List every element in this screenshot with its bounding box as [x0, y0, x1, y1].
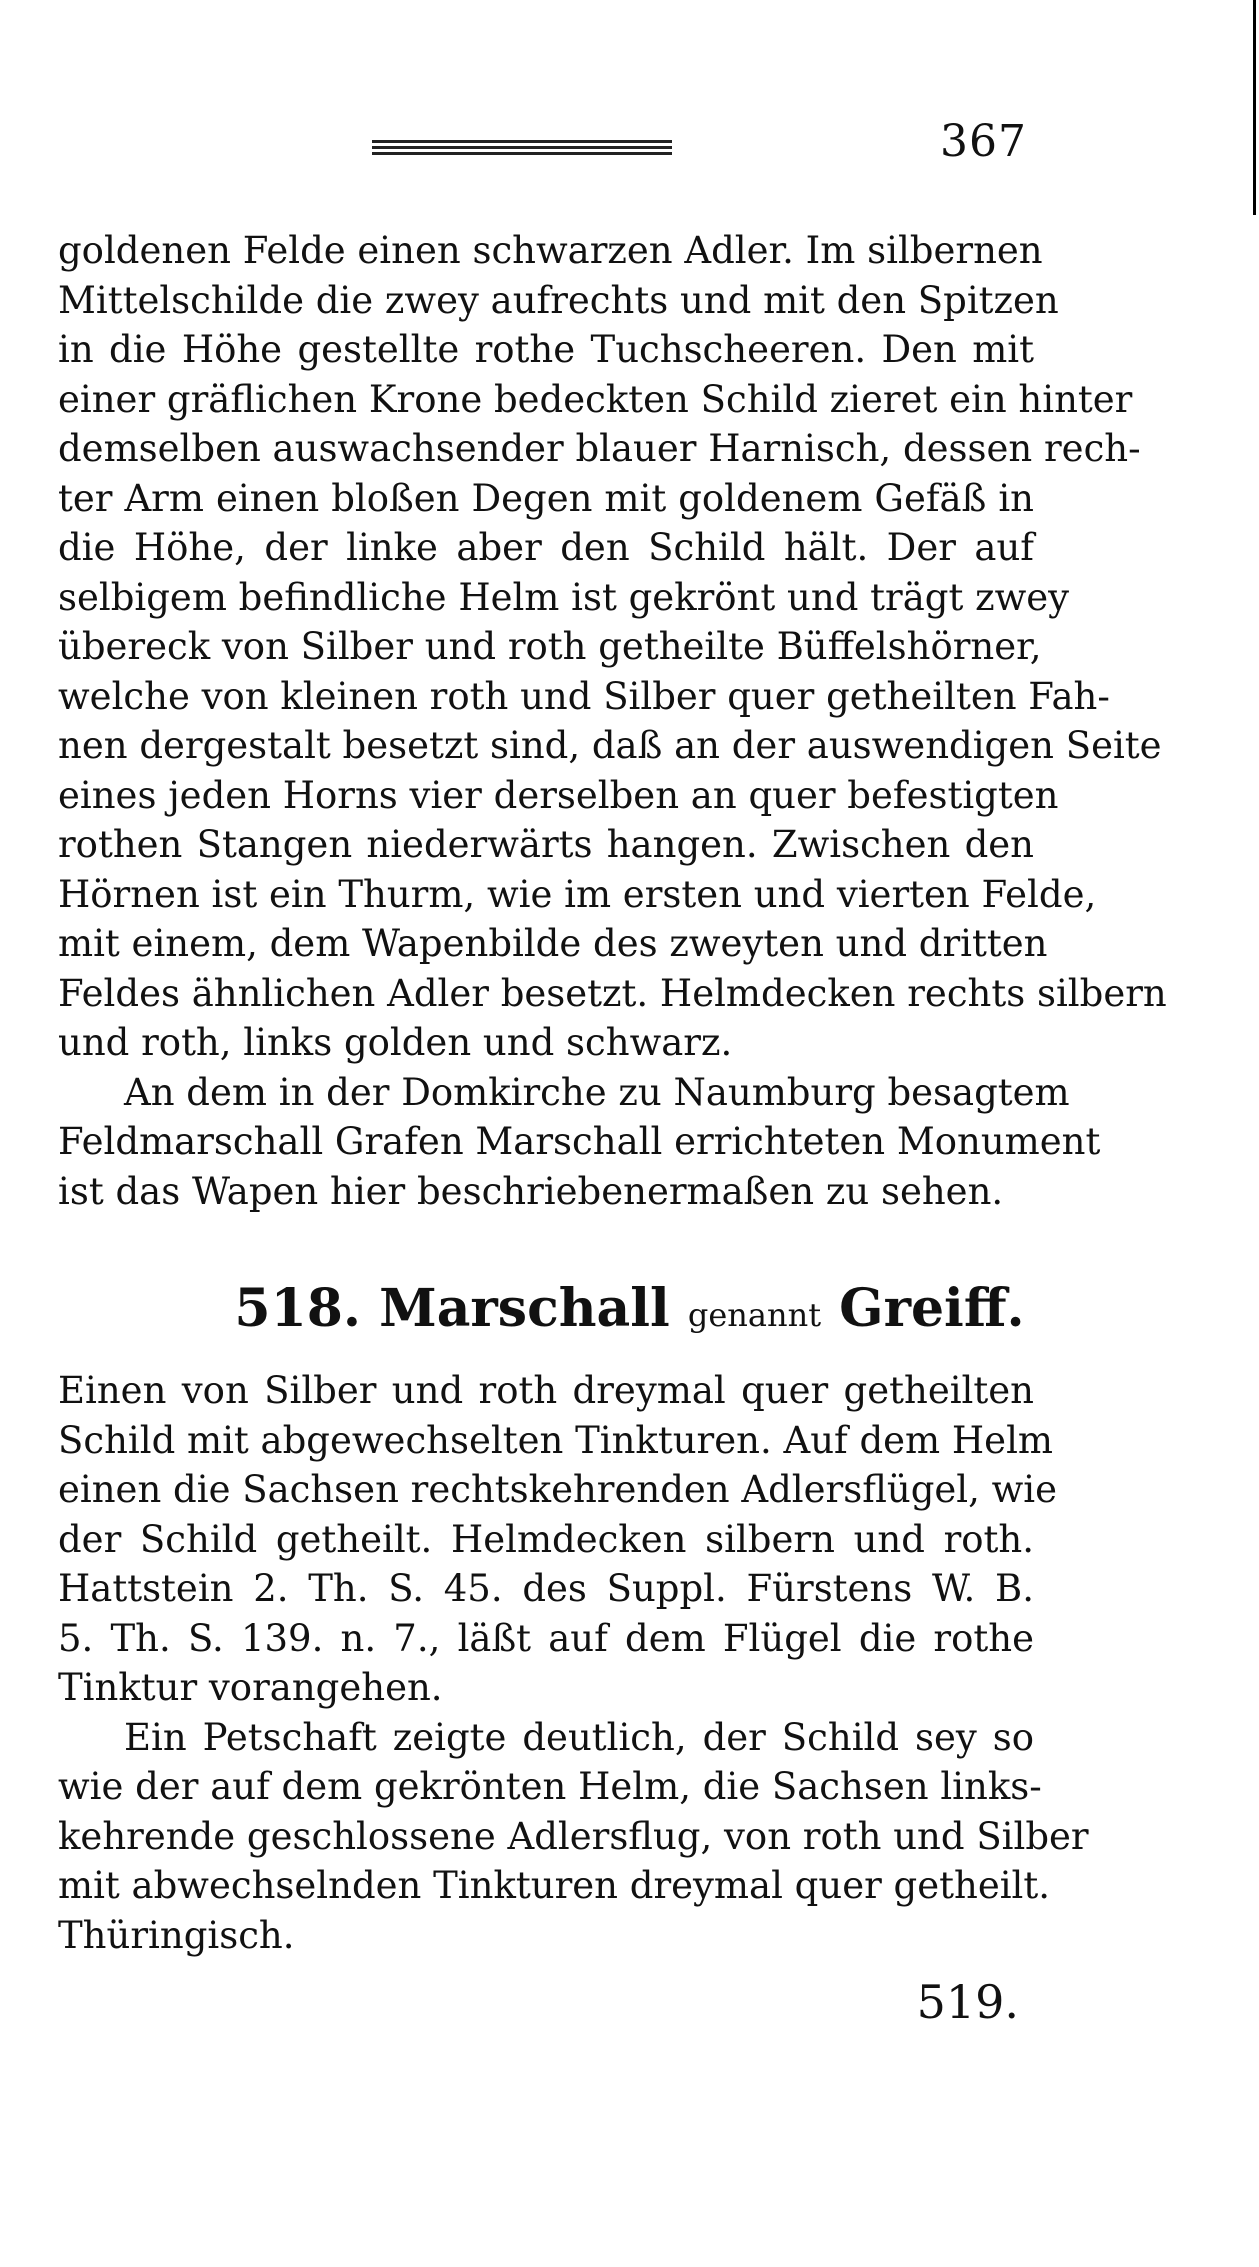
text-line: Schild mit abgewechselten Tinkturen. Auf dem Helm	[58, 1418, 1053, 1462]
section-name: Marschall	[379, 1278, 670, 1339]
text-line: die Höhe, der linke aber den Schild hält. Der auf	[58, 526, 1034, 569]
paragraph-2	[58, 1068, 1101, 1217]
text-line: selbigem befindliche Helm ist gekrönt und trägt zwey	[58, 575, 1070, 619]
text-line: welche von kleinen roth und Silber quer getheilten Fah-	[58, 674, 1110, 718]
text-line: in die Höhe gestellte rothe Tuchscheeren. Den mit	[58, 328, 1034, 371]
text-line: demselben auswachsender blauer Harnisch, dessen rech-	[58, 427, 1141, 470]
text-line: einen die Sachsen rechtskehrenden Adlersflügel, wie	[58, 1468, 1058, 1511]
text-line: ist das Wapen hier beschriebenermaßen zu sehen.	[58, 1169, 1004, 1213]
text-line: Thüringisch.	[58, 1913, 295, 1957]
section-surname: Greiff.	[839, 1278, 1025, 1339]
text-line: und roth, links golden und schwarz.	[58, 1021, 733, 1064]
text-line: Mittelschilde die zwey aufrechts und mit den Spitzen	[58, 278, 1059, 322]
paragraph-3	[58, 1366, 1058, 1713]
catchword: 519.	[916, 1975, 1019, 2029]
text-line: Feldes ähnlichen Adler besetzt. Helmdecken rechts silbern	[58, 971, 1167, 1015]
text-line: nen dergestalt besetzt sind, daß an der auswendigen Seite	[58, 724, 1162, 767]
text-line: Hörnen ist ein Thurm, wie im ersten und vierten Felde,	[58, 872, 1097, 916]
text-line: goldenen Felde einen schwarzen Adler. Im silbernen	[58, 229, 1043, 272]
text-line: Hattstein 2. Th. S. 45. des Suppl. Fürstens W. B.	[58, 1567, 1034, 1610]
paragraph-1	[58, 226, 1167, 1068]
text-line: 5. Th. S. 139. n. 7., läßt auf dem Flügel die rothe	[58, 1616, 1034, 1660]
section-heading	[0, 1278, 1259, 1339]
section-number: 518.	[234, 1278, 362, 1339]
text-line: mit abwechselnden Tinkturen dreymal quer getheilt.	[58, 1864, 1051, 1907]
section-connector: genannt	[687, 1296, 822, 1334]
text-line: eines jeden Horns vier derselben an quer befestigten	[58, 773, 1059, 817]
text-line: rothen Stangen niederwärts hangen. Zwischen den	[58, 823, 1034, 866]
paragraph-4	[58, 1713, 1089, 1961]
page-edge-shadow	[1253, 0, 1256, 215]
text-line: An dem in der Domkirche zu Naumburg besagtem	[124, 1070, 1070, 1114]
text-block-upper	[58, 226, 1167, 1216]
text-line: einer gräflichen Krone bedeckten Schild zieret ein hinter	[58, 377, 1133, 421]
text-line: Ein Petschaft zeigte deutlich, der Schild sey so	[124, 1715, 1034, 1759]
text-line: wie der auf dem gekrönten Helm, die Sachsen links-	[58, 1765, 1042, 1808]
page-number: 367	[940, 116, 1027, 167]
text-line: Tinktur vorangehen.	[58, 1666, 443, 1709]
text-line: kehrende geschlossene Adlersflug, von roth und Silber	[58, 1814, 1089, 1858]
text-line: ter Arm einen bloßen Degen mit goldenem Gefäß in	[58, 476, 1034, 520]
text-block-lower	[58, 1366, 1089, 1960]
text-line: mit einem, dem Wapenbilde des zweyten und dritten	[58, 922, 1048, 965]
text-line: Feldmarschall Grafen Marschall errichteten Monument	[58, 1120, 1101, 1163]
text-line: übereck von Silber und roth getheilte Büffelshörner,	[58, 625, 1042, 668]
text-line: Einen von Silber und roth dreymal quer getheilten	[58, 1369, 1034, 1412]
text-line: der Schild getheilt. Helmdecken silbern und roth.	[58, 1517, 1034, 1561]
header-rule	[372, 140, 672, 154]
